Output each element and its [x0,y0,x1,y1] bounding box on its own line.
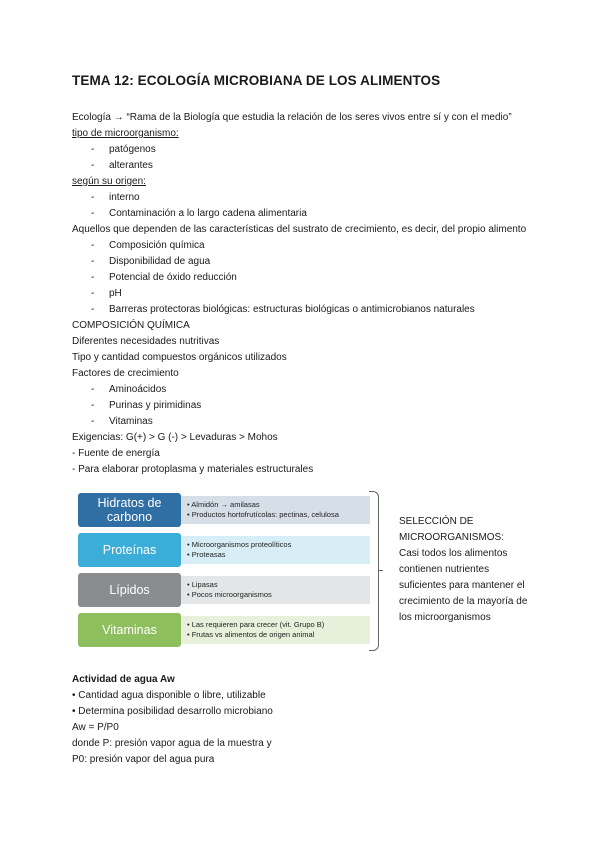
list-item: - Contaminación a lo largo cadena alimentaria [91,208,307,219]
brace [369,491,379,651]
list-item: - Barreras protectoras biológicas: estructuras biológicas o antimicrobianos naturales [91,304,475,315]
diagram-label: Lípidos [78,573,181,607]
aw-line: donde P: presión vapor agua de la muestra y [72,738,272,749]
list-item: - Potencial de óxido reducción [91,272,237,283]
aw-heading: Actividad de agua Aw [72,674,175,685]
list-item: - Aminoácidos [91,384,167,395]
seleccion-title: SELECCIÓN DE MICROORGANISMOS: [399,516,505,543]
composicion-line: Factores de crecimiento [72,368,179,379]
list-item: - Composición química [91,240,205,251]
list-item: - patógenos [91,144,156,155]
diagram-row-vitaminas [78,613,370,647]
list-item: - Disponibilidad de agua [91,256,211,267]
diagram-label: Proteínas [78,533,181,567]
seleccion-body: Casi todos los alimentos contienen nutrientes suficientes para mantener el crecimiento de la mayoría de los microorganismos [399,548,528,623]
protoplasma-text: - Para elaborar protoplasma y materiales estructurales [72,464,314,475]
list-item: - Purinas y pirimidinas [91,400,202,411]
diagram-desc: • Las requieren para crecer (vit. Grupo B) • Frutas vs alimentos de origen animal [181,616,370,644]
list-item: - Vitaminas [91,416,153,427]
diagram-row-proteinas [78,533,370,567]
tipo-heading: tipo de microorganismo: [72,128,179,139]
composicion-heading: COMPOSICIÓN QUÍMICA [72,320,190,331]
intro-text: Ecología → “Rama de la Biología que estudia la relación de los seres vivos entre sí y con el medio” [72,112,512,123]
diagram-label: Hidratos de carbono [78,493,181,527]
nutrient-diagram [78,493,378,653]
brace-tick [378,570,383,571]
diagram-row-carbohidratos [78,493,370,527]
aquellos-text: Aquellos que dependen de las características del sustrato de crecimiento, es decir, del propio alimento [72,224,527,235]
list-item: - pH [91,288,122,299]
diagram-desc: • Lipasas • Pocos microorganismos [181,576,370,604]
diagram-desc: • Almidón → amilasas • Productos hortofrutícolas: pectinas, celulosa [181,496,370,524]
list-item: - interno [91,192,140,203]
diagram-row-lipidos [78,573,370,607]
exigencias-text: Exigencias: G(+) > G (-) > Levaduras > Mohos [72,432,278,443]
diagram-desc: • Microorganismos proteolíticos • Proteasas [181,536,370,564]
diagram-label: Vitaminas [78,613,181,647]
page-title: TEMA 12: ECOLOGÍA MICROBIANA DE LOS ALIMENTOS [72,73,441,88]
origen-heading: según su origen: [72,176,146,187]
fuente-text: - Fuente de energía [72,448,160,459]
composicion-line: Tipo y cantidad compuestos orgánicos utilizados [72,352,287,363]
aw-line: P0: presión vapor del agua pura [72,754,215,765]
aw-line: • Determina posibilidad desarrollo microbiano [72,706,273,717]
aw-line: Aw = P/P0 [72,722,119,733]
list-item: - alterantes [91,160,153,171]
aw-line: • Cantidad agua disponible o libre, utilizable [72,690,266,701]
composicion-line: Diferentes necesidades nutritivas [72,336,220,347]
